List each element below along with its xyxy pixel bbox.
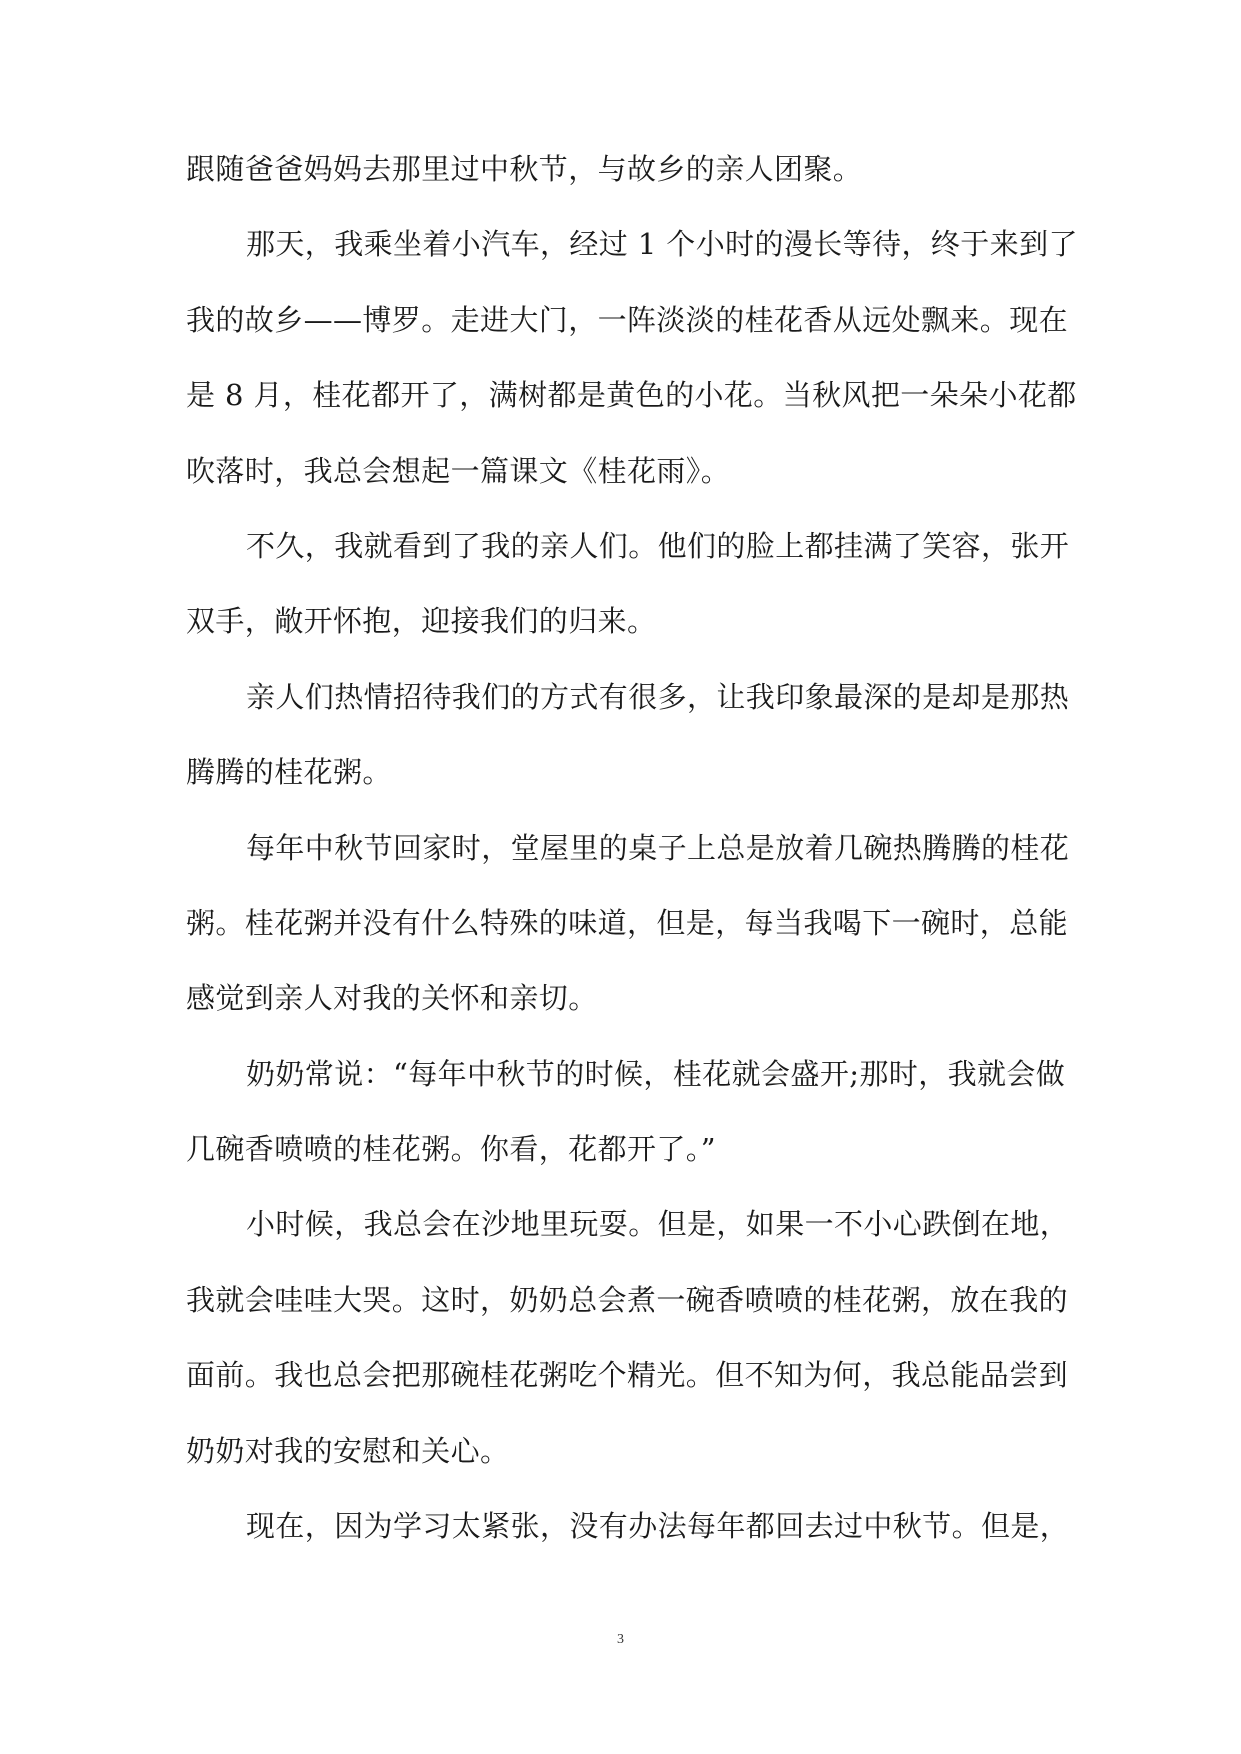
text-line: 是 8 月，桂花都开了，满树都是黄色的小花。当秋风把一朵朵小花都 (186, 378, 1077, 413)
text-line: 每年中秋节回家时，堂屋里的桌子上总是放着几碗热腾腾的桂花 (246, 830, 1070, 865)
text-line: 面前。我也总会把那碗桂花粥吃个精光。但不知为何，我总能品尝到 (186, 1358, 1069, 1393)
text-line: 那天，我乘坐着小汽车，经过 1 个小时的漫长等待，终于来到了 (246, 227, 1078, 262)
text-line: 不久，我就看到了我的亲人们。他们的脸上都挂满了笑容，张开 (246, 528, 1070, 563)
text-line: 粥。桂花粥并没有什么特殊的味道，但是，每当我喝下一碗时，总能 (186, 905, 1069, 940)
text-line: 奶奶常说：“每年中秋节的时候，桂花就会盛开;那时，我就会做 (246, 1056, 1066, 1091)
text-line: 亲人们热情招待我们的方式有很多，让我印象最深的是却是那热 (246, 679, 1070, 714)
text-line: 感觉到亲人对我的关怀和亲切。 (186, 981, 598, 1016)
text-line: 双手，敞开怀抱，迎接我们的归来。 (186, 604, 657, 639)
text-line: 小时候，我总会在沙地里玩耍。但是，如果一不小心跌倒在地， (246, 1207, 1070, 1242)
text-line: 吹落时，我总会想起一篇课文《桂花雨》。 (186, 453, 731, 488)
text-line: 腾腾的桂花粥。 (186, 755, 392, 790)
text-line: 现在，因为学习太紧张，没有办法每年都回去过中秋节。但是， (246, 1509, 1070, 1544)
text-line: 我就会哇哇大哭。这时，奶奶总会煮一碗香喷喷的桂花粥，放在我的 (186, 1282, 1069, 1317)
text-line: 几碗香喷喷的桂花粥。你看，花都开了。” (186, 1132, 716, 1167)
body-text (186, 132, 1078, 1564)
text-line: 跟随爸爸妈妈去那里过中秋节，与故乡的亲人团聚。 (186, 152, 863, 186)
text-line: 奶奶对我的安慰和关心。 (186, 1433, 510, 1468)
page-number: 3 (617, 1632, 624, 1647)
text-line: 我的故乡——博罗。走进大门，一阵淡淡的桂花香从远处飘来。现在 (186, 302, 1069, 337)
